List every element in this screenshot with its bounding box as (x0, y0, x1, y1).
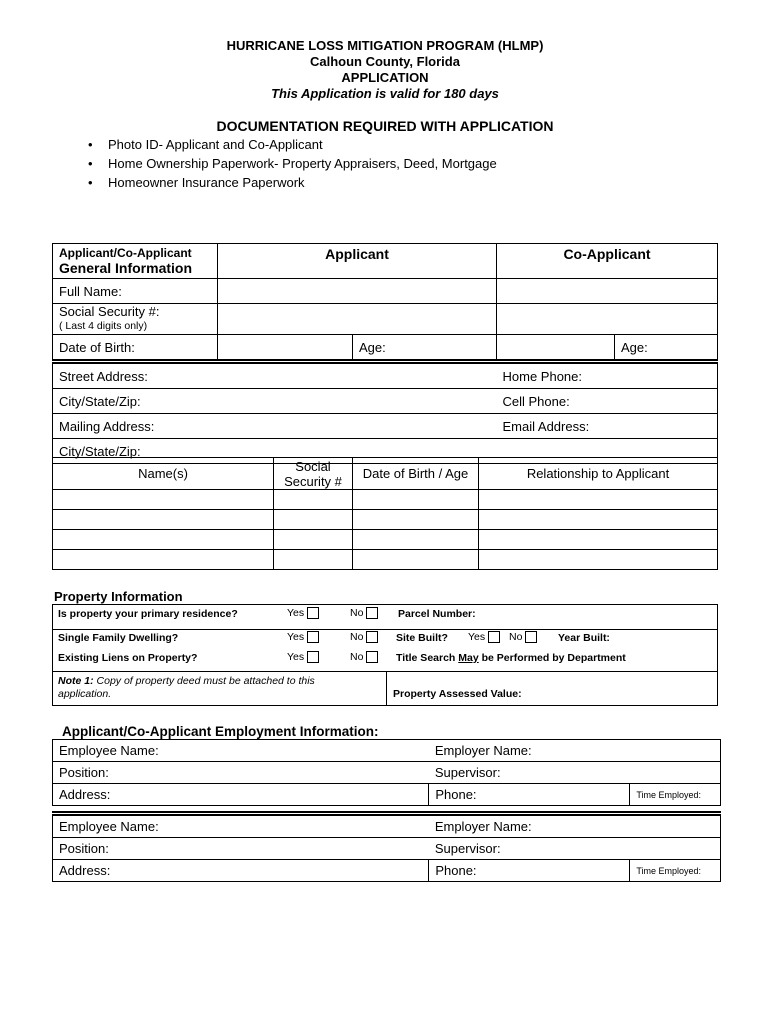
yes-label: Yes (287, 607, 305, 619)
program-title: HURRICANE LOSS MITIGATION PROGRAM (HLMP) (226, 38, 544, 53)
property-box (52, 604, 718, 706)
relationship-header: Relationship to Applicant (479, 458, 718, 490)
ssn-label: Social Security #: (59, 304, 160, 319)
property-title: Property Information (54, 589, 183, 604)
household-relationship-cell[interactable] (479, 530, 718, 550)
email-label: Email Address: (502, 418, 590, 434)
primary-residence-question: Is property your primary residence? (58, 608, 238, 620)
ssn-note: ( Last 4 digits only) (59, 320, 148, 332)
phone-field[interactable] (429, 860, 630, 882)
position-label: Position: (59, 765, 109, 780)
county-line: Calhoun County, Florida (310, 54, 460, 69)
address-label: Address: (59, 787, 111, 802)
household-dob-cell[interactable] (353, 530, 479, 550)
household-ssn-cell[interactable] (274, 530, 353, 550)
home-phone-field[interactable] (497, 362, 718, 389)
position-field[interactable] (53, 762, 429, 784)
general-info-table (52, 243, 718, 464)
deed-note (58, 675, 358, 701)
documentation-item: • Photo ID- Applicant and Co-Applicant (88, 135, 497, 154)
household-dob-cell[interactable] (353, 510, 479, 530)
household-relationship-cell[interactable] (479, 550, 718, 570)
supervisor-label: Supervisor: (434, 765, 501, 780)
liens-no-checkbox[interactable] (366, 651, 378, 663)
email-field[interactable] (497, 414, 718, 439)
employment-table-2 (52, 811, 721, 882)
applicant-dob-field[interactable] (218, 335, 353, 362)
ssn-label-cell (53, 304, 218, 335)
documentation-list (88, 135, 497, 192)
position-field[interactable] (53, 838, 429, 860)
documentation-item: • Home Ownership Paperwork- Property Appraisers, Deed, Mortgage (88, 154, 497, 173)
employee-name-field[interactable] (53, 814, 429, 838)
single-yes-checkbox[interactable] (307, 631, 319, 643)
applicant-age-field[interactable] (353, 335, 497, 362)
title-search-a: Title Search (396, 652, 456, 664)
time-employed-field[interactable] (630, 784, 721, 806)
mailing-label: Mailing Address: (59, 418, 155, 434)
employment-table-1 (52, 739, 721, 806)
ssn-header-line1: Social (295, 458, 331, 474)
employer-name-label: Employer Name: (434, 743, 532, 758)
employer-name-field[interactable] (429, 814, 721, 838)
supervisor-field[interactable] (429, 838, 721, 860)
note-label: Note 1: (58, 675, 94, 687)
mailing-city-label: City/State/Zip: (59, 443, 141, 459)
yes-label: Yes (287, 651, 305, 663)
full-name-label: Full Name: (53, 279, 218, 304)
city-state-zip-field[interactable] (53, 389, 497, 414)
validity-note: This Application is valid for 180 days (271, 86, 499, 101)
co-applicant-ssn-field[interactable] (497, 304, 718, 335)
household-name-cell[interactable] (53, 490, 274, 510)
liens-yes-checkbox[interactable] (307, 651, 319, 663)
no-label: No (509, 631, 523, 643)
household-name-cell[interactable] (53, 510, 274, 530)
address-field[interactable] (53, 784, 429, 806)
address-field[interactable] (53, 860, 429, 882)
supervisor-field[interactable] (429, 762, 721, 784)
general-head-small: Applicant/Co-Applicant (59, 246, 192, 260)
site-built-no (509, 631, 537, 643)
yes-label: Yes (287, 631, 305, 643)
time-employed-label: Time Employed: (636, 789, 702, 800)
site-built-yes-checkbox[interactable] (488, 631, 500, 643)
household-ssn-cell[interactable] (274, 550, 353, 570)
general-head-large: General Information (59, 260, 193, 276)
documentation-item: • Homeowner Insurance Paperwork (88, 173, 497, 192)
site-built-yes (468, 631, 500, 643)
primary-no-checkbox[interactable] (366, 607, 378, 619)
year-built-label: Year Built: (558, 632, 610, 644)
single-no (350, 631, 378, 643)
co-applicant-age-field[interactable] (615, 335, 718, 362)
street-label: Street Address: (59, 368, 148, 384)
employer-name-label: Employer Name: (434, 819, 532, 834)
dob-age-header: Date of Birth / Age (353, 458, 479, 490)
assessed-value-label: Property Assessed Value: (393, 688, 522, 700)
household-table (52, 457, 718, 570)
address-label: Address: (59, 863, 111, 878)
employment-title: Applicant/Co-Applicant Employment Information: (62, 724, 379, 739)
title-search-note (396, 652, 626, 664)
city-label: City/State/Zip: (59, 393, 141, 409)
supervisor-label: Supervisor: (434, 841, 501, 856)
household-dob-cell[interactable] (353, 490, 479, 510)
time-employed-field[interactable] (630, 860, 721, 882)
names-header: Name(s) (53, 458, 274, 490)
employee-name-label: Employee Name: (59, 743, 159, 758)
single-family-question: Single Family Dwelling? (58, 632, 179, 644)
cell-phone-label: Cell Phone: (502, 393, 570, 409)
phone-field[interactable] (429, 784, 630, 806)
no-label: No (350, 651, 364, 663)
parcel-number-label: Parcel Number: (398, 608, 476, 620)
time-employed-label: Time Employed: (636, 865, 702, 876)
household-dob-cell[interactable] (353, 550, 479, 570)
household-ssn-cell[interactable] (274, 490, 353, 510)
note-text: Copy of property deed must be attached to this application. (58, 675, 315, 700)
site-built-label: Site Built? (396, 632, 448, 644)
liens-yes (287, 651, 319, 663)
documentation-title: DOCUMENTATION REQUIRED WITH APPLICATION (216, 118, 554, 134)
cell-phone-field[interactable] (497, 389, 718, 414)
application-label: APPLICATION (341, 70, 429, 85)
employee-name-label: Employee Name: (59, 819, 159, 834)
co-applicant-dob-field[interactable] (497, 335, 615, 362)
co-applicant-full-name-field[interactable] (497, 279, 718, 304)
home-phone-label: Home Phone: (502, 368, 582, 384)
position-label: Position: (59, 841, 109, 856)
street-address-field[interactable] (53, 362, 497, 389)
liens-no (350, 651, 378, 663)
general-head-cell (53, 244, 218, 279)
phone-label: Phone: (435, 787, 477, 802)
primary-yes-checkbox[interactable] (307, 607, 319, 619)
age-label: Age: (359, 339, 386, 355)
employer-name-field[interactable] (429, 740, 721, 762)
household-relationship-cell[interactable] (479, 510, 718, 530)
household-relationship-cell[interactable] (479, 490, 718, 510)
co-applicant-header: Co-Applicant (497, 244, 718, 279)
single-yes (287, 631, 319, 643)
single-no-checkbox[interactable] (366, 631, 378, 643)
title-search-b: be Performed by Department (481, 652, 626, 664)
primary-no (350, 607, 378, 619)
no-label: No (350, 607, 364, 619)
age-label: Age: (621, 339, 648, 355)
liens-question: Existing Liens on Property? (58, 652, 198, 664)
mailing-address-field[interactable] (53, 414, 497, 439)
title-search-may: May (458, 652, 479, 664)
applicant-header: Applicant (218, 244, 497, 279)
yes-label: Yes (468, 631, 486, 643)
site-built-no-checkbox[interactable] (525, 631, 537, 643)
employee-name-field[interactable] (53, 740, 429, 762)
primary-yes (287, 607, 319, 619)
household-name-cell[interactable] (53, 530, 274, 550)
no-label: No (350, 631, 364, 643)
ssn-header (274, 458, 353, 490)
ssn-header-line2: Security # (284, 473, 342, 489)
dob-label: Date of Birth: (53, 335, 218, 362)
household-name-cell[interactable] (53, 550, 274, 570)
household-ssn-cell[interactable] (274, 510, 353, 530)
applicant-ssn-field[interactable] (218, 304, 497, 335)
applicant-full-name-field[interactable] (218, 279, 497, 304)
phone-label: Phone: (435, 863, 477, 878)
